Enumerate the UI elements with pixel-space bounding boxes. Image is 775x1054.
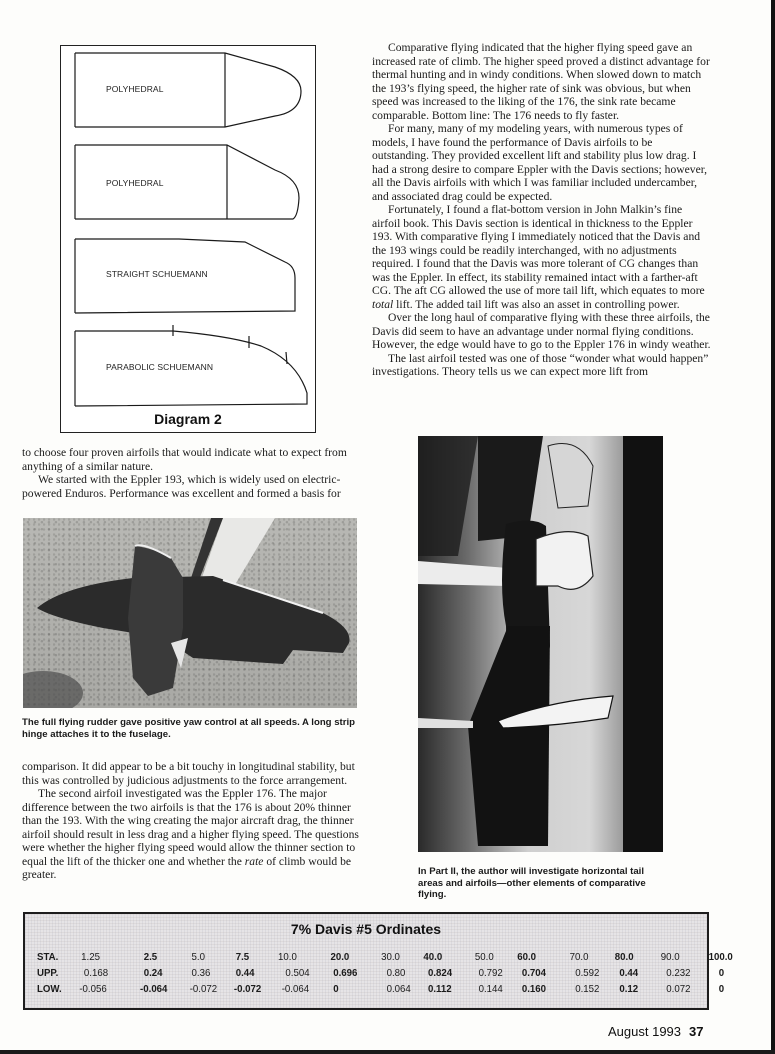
table-cell: 0.792 bbox=[478, 967, 503, 979]
row-label: LOW. bbox=[37, 983, 62, 995]
table-cell: 0.44 bbox=[619, 967, 639, 979]
paragraph: comparison. It did appear to be a bit touchy in longitudinal stability, but this was controlled by judicious adjustments to the force arrangement. bbox=[22, 760, 355, 787]
shape-label-straight-schuemann: STRAIGHT SCHUEMANN bbox=[106, 269, 208, 279]
page-number: 37 bbox=[689, 1024, 704, 1039]
paragraph: Over the long haul of comparative flying with these three airfoils, the Davis did seem to have an advantage under normal flying conditions. However, the edge would have to go to the Eppler 176 in windy weather. bbox=[372, 311, 711, 351]
table-cell: 0.072 bbox=[666, 983, 691, 995]
paragraph: The last airfoil tested was one of those “wonder what would happen” investigations. Theory tells us we can expect more lift from bbox=[372, 351, 709, 378]
wingtip-outlines-icon bbox=[61, 46, 317, 434]
paragraph: For many, many of my modeling years, with numerous types of models, I have found the performance of Davis airfoils to be outstanding. They provided excellent lift and stability plus low drag. I had a strong desire to compare Eppler with the Davis sections; however, all the Davis airfoils with which I was familiar included undercamber, and associated drag could be expected. bbox=[372, 122, 708, 203]
paragraph: Fortunately, I found a flat-bottom version in John Malkin’s fine airfoil book. This Davis section is identical in thickness to the Eppler 193. With comparative flying I immediately noticed that the Davis and the 193 wings could be readily interchanged, with no adjustments required. I found that the Davis was more tolerant of CG changes than was the Eppler. In effect, its stability remained intact with a farther-aft CG. The aft CG allowed the use of more tail lift, which equates to more total lift. The added tail lift was also an asset in controlling power. bbox=[372, 203, 705, 311]
table-cell: 0 bbox=[718, 983, 725, 995]
table-cell: 1.25 bbox=[81, 951, 100, 963]
table-cell: 0.44 bbox=[235, 967, 255, 979]
page-edge-right bbox=[771, 0, 775, 1054]
photo-tail-assembly bbox=[418, 436, 663, 852]
table-cell: -0.072 bbox=[233, 983, 262, 995]
shape-label-parabolic-schuemann: PARABOLIC SCHUEMANN bbox=[106, 362, 214, 372]
tail-photo-icon bbox=[418, 436, 663, 852]
photo-2-caption: In Part II, the author will investigate horizontal tail areas and airfoils—other elements of comparative flying. bbox=[418, 866, 646, 900]
table-cell: -0.064 bbox=[140, 983, 168, 995]
paragraph: to choose four proven airfoils that would indicate what to expect from anything of a similar nature. bbox=[22, 446, 347, 473]
table-cell: -0.064 bbox=[281, 983, 310, 995]
table-cell: -0.056 bbox=[79, 983, 107, 995]
table-cell: 50.0 bbox=[474, 951, 494, 963]
table-cell: -0.072 bbox=[189, 983, 218, 995]
table-title: 7% Davis #5 Ordinates bbox=[290, 921, 442, 937]
table-cell: 10.0 bbox=[278, 951, 297, 963]
table-cell: 0.36 bbox=[191, 967, 211, 979]
table-cell: 40.0 bbox=[423, 951, 443, 963]
table-cell: 0.696 bbox=[333, 967, 358, 979]
rudder-photo-icon bbox=[23, 518, 357, 708]
table-cell: 0.064 bbox=[386, 983, 411, 995]
table-cell: 0.592 bbox=[575, 967, 600, 979]
table-cell: 80.0 bbox=[614, 951, 634, 963]
article-left-column-mid bbox=[22, 446, 364, 500]
table-cell: 0.504 bbox=[285, 967, 310, 979]
table-row-sta bbox=[37, 951, 733, 967]
table-cell: 0.168 bbox=[83, 967, 109, 979]
table-cell: 0.12 bbox=[619, 983, 639, 995]
davis-ordinates-table bbox=[23, 912, 733, 1010]
table-cell: 0 bbox=[718, 967, 725, 979]
paragraph: The second airfoil investigated was the Eppler 176. The major difference between the two airfoils is that the 176 is about 20% thinner than the 193. With the wing creating the major aircraft drag, the thinner airfoil should result in less drag and a higher flying speed. The questions were whether the higher flying speed would allow the thinner section to equal the lift of the thicker one and whether the rate of climb would be greater. bbox=[22, 787, 359, 881]
table-cell: 2.5 bbox=[143, 951, 158, 963]
table-cell: 0.144 bbox=[478, 983, 503, 995]
table-cell: 70.0 bbox=[569, 951, 589, 963]
article-right-column bbox=[372, 41, 712, 379]
table-cell: 0.24 bbox=[143, 967, 163, 979]
paragraph: We started with the Eppler 193, which is widely used on electric-powered Enduros. Performance was excellent and formed a basis for bbox=[22, 473, 341, 500]
table-cell: 0.112 bbox=[428, 983, 452, 995]
table-cell: 30.0 bbox=[381, 951, 400, 963]
table-cell: 0 bbox=[333, 983, 339, 995]
photo-1-caption: The full flying rudder gave positive yaw control at all speeds. A long strip hinge attaches it to the fuselage. bbox=[22, 717, 355, 740]
article-left-column-bottom bbox=[22, 760, 364, 882]
table-cell: 60.0 bbox=[517, 951, 537, 963]
table-row-upp bbox=[37, 967, 725, 983]
table-cell: 7.5 bbox=[235, 951, 250, 963]
table-cell: 20.0 bbox=[330, 951, 350, 963]
photo-full-flying-rudder bbox=[23, 518, 357, 708]
table-cell: 0.824 bbox=[428, 967, 453, 979]
paragraph: Comparative flying indicated that the higher flying speed gave an increased rate of climb. The higher speed proved a distinct advantage for thermal hunting and in windy conditions. When slowed down to match the 193’s flying speed, the higher rate of sink was obvious, but when speed was increased to the liking of the 176, the sink rate became comparable. Bottom line: The 176 needs to fly faster. bbox=[372, 41, 710, 122]
issue-date: August 1993 bbox=[608, 1024, 682, 1039]
table-cell: 0.160 bbox=[521, 983, 547, 995]
table-row-low bbox=[37, 983, 725, 999]
shape-label-polyhedral-2: POLYHEDRAL bbox=[106, 178, 164, 188]
table-cell: 0.232 bbox=[666, 967, 691, 979]
table-cell: 100.0 bbox=[708, 951, 733, 963]
shape-label-polyhedral-1: POLYHEDRAL bbox=[106, 84, 164, 94]
table-cell: 0.704 bbox=[521, 967, 547, 979]
table-cell: 0.152 bbox=[575, 983, 600, 995]
row-label: STA. bbox=[37, 951, 59, 963]
table-cell: 0.80 bbox=[386, 967, 406, 979]
page-edge-bottom bbox=[0, 1050, 775, 1054]
diagram-title: Diagram 2 bbox=[154, 411, 222, 427]
table-cell: 5.0 bbox=[191, 951, 206, 963]
row-label: UPP. bbox=[37, 967, 59, 979]
table-cell: 90.0 bbox=[660, 951, 680, 963]
diagram-2-wingtip-shapes bbox=[60, 45, 316, 433]
page-footer bbox=[608, 1024, 703, 1039]
